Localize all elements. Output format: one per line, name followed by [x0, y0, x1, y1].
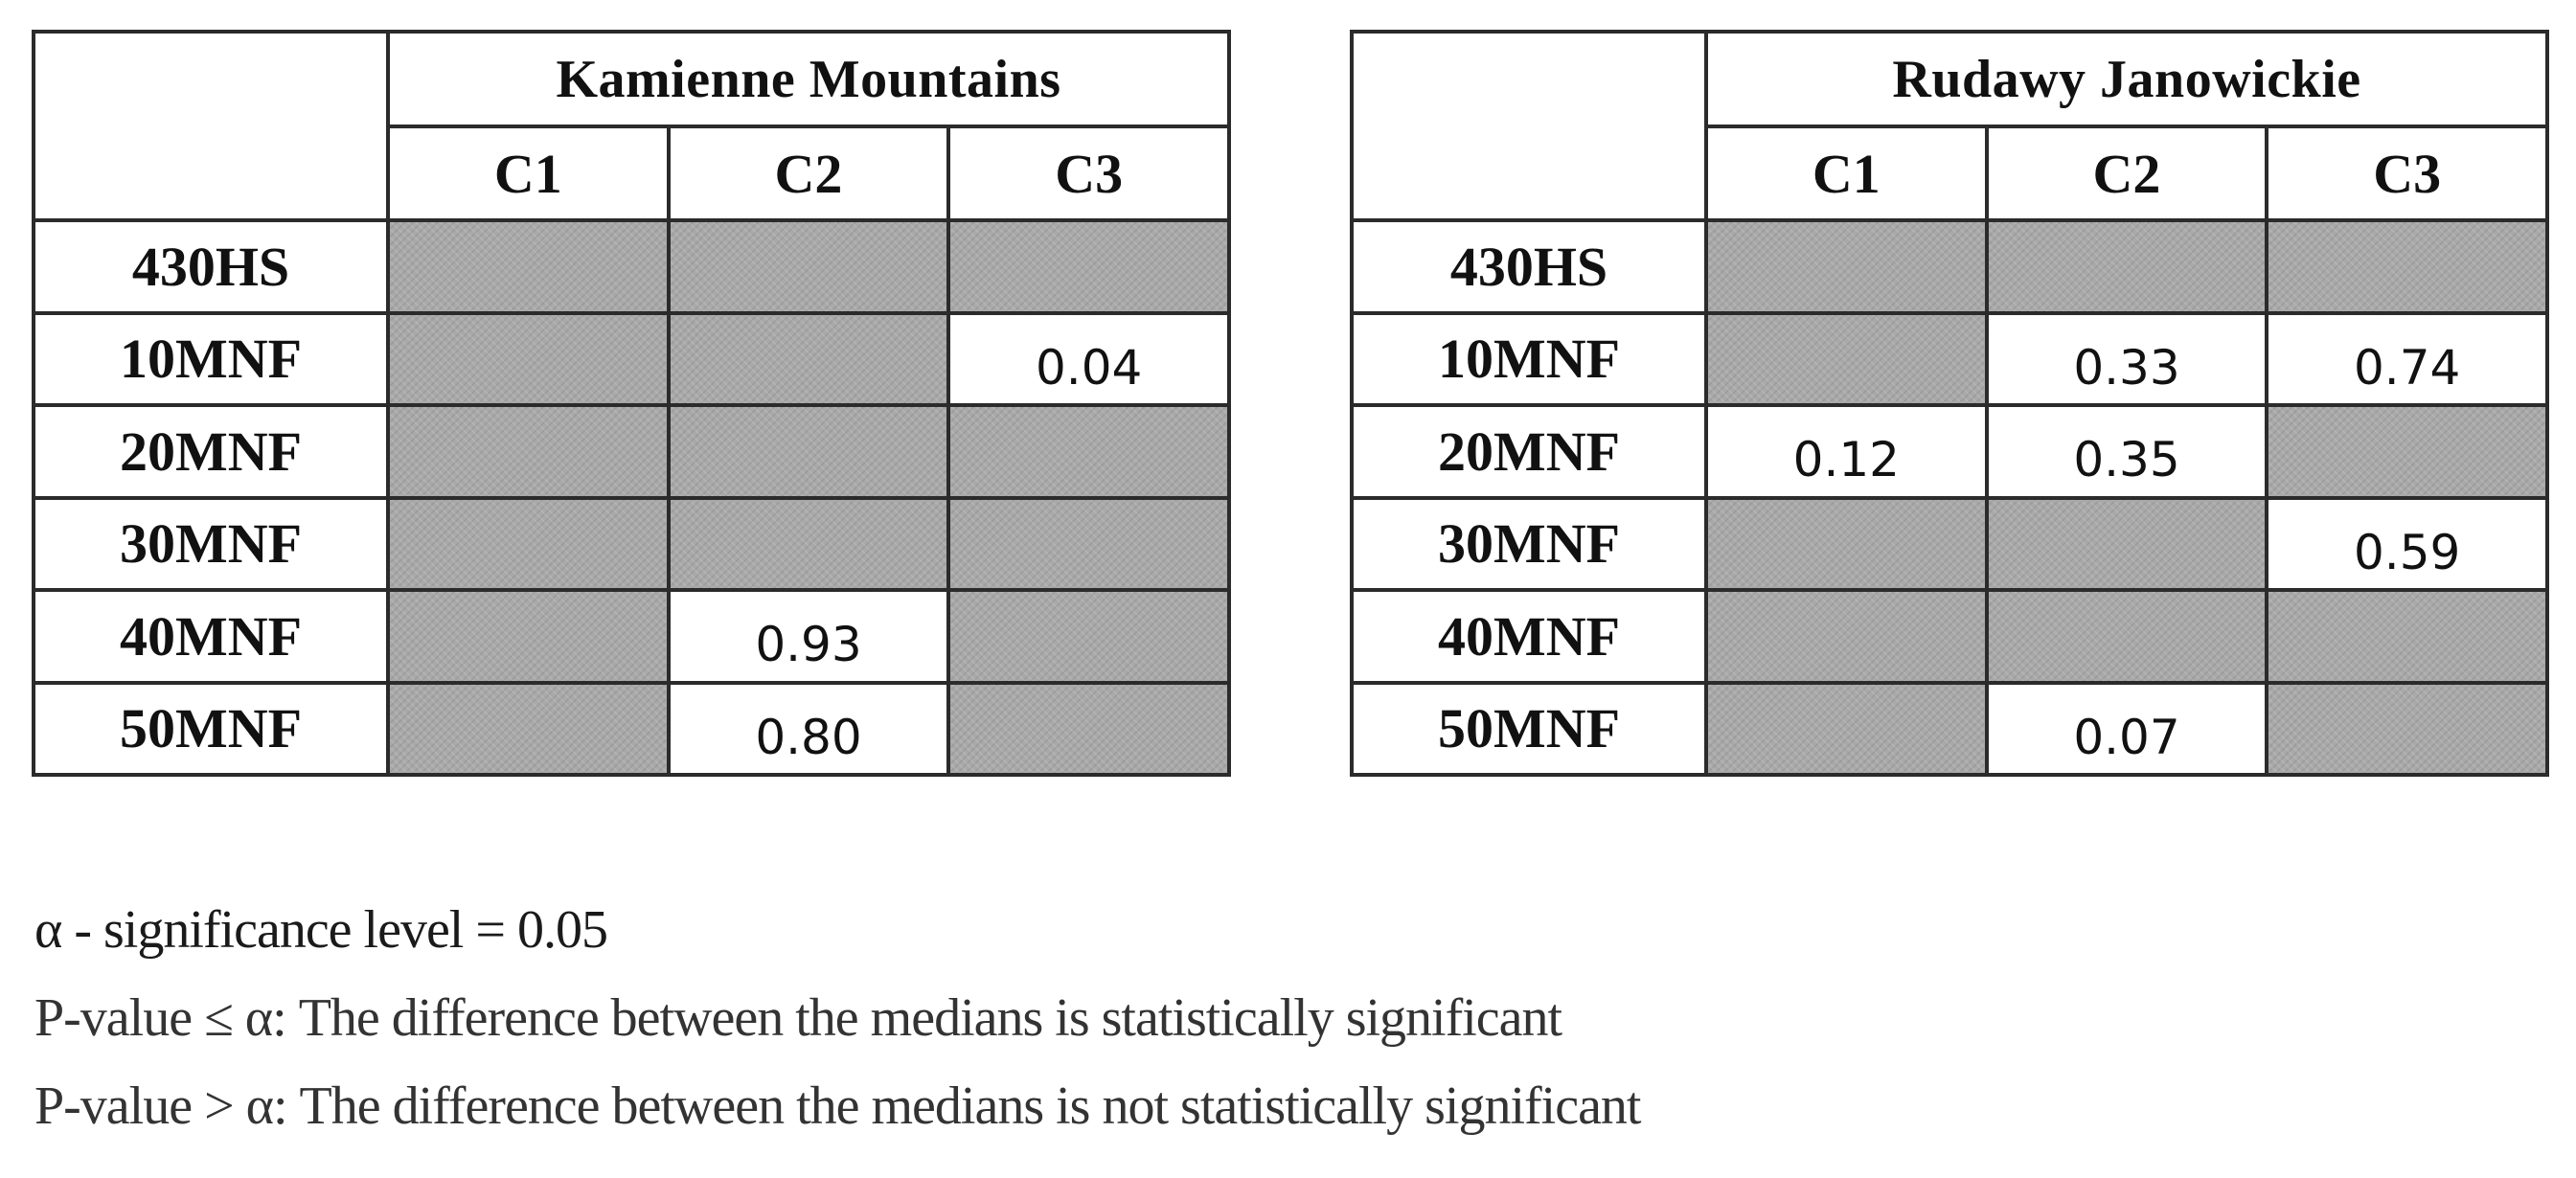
shaded-cell: [388, 498, 669, 591]
shaded-cell: [1706, 590, 1987, 683]
shaded-cell: [669, 405, 949, 498]
column-header-c2: C2: [1987, 126, 2268, 220]
table-row: [1352, 590, 2547, 683]
p-value-cell: 0.12: [1706, 405, 1987, 498]
shaded-cell: [1706, 498, 1987, 591]
table-row: [1352, 683, 2547, 776]
table-row: [1352, 498, 2547, 591]
significant-note: P-value ≤ α: The difference between the medians is statistically significant: [34, 988, 1562, 1048]
rudawy-janowickie-table: [1350, 30, 2549, 777]
p-value-cell: 0.74: [2267, 313, 2547, 406]
row-header-430hs: 430HS: [1352, 220, 1706, 313]
table-row: [34, 498, 1229, 591]
shaded-cell: [948, 220, 1229, 313]
shaded-cell: [1706, 683, 1987, 776]
region-title: Rudawy Janowickie: [1706, 32, 2547, 126]
shaded-cell: [2267, 405, 2547, 498]
column-header-c3: C3: [2267, 126, 2547, 220]
row-header-20mnf: 20MNF: [34, 405, 388, 498]
row-header-40mnf: 40MNF: [1352, 590, 1706, 683]
p-value-cell: 0.35: [1987, 405, 2268, 498]
shaded-cell: [1706, 220, 1987, 313]
table-row: [1352, 220, 2547, 313]
shaded-cell: [1987, 590, 2268, 683]
p-value-cell: 0.80: [669, 683, 949, 776]
p-value-cell: 0.07: [1987, 683, 2268, 776]
table-row: [34, 590, 1229, 683]
p-value-cell: 0.33: [1987, 313, 2268, 406]
shaded-cell: [948, 498, 1229, 591]
table-row: [34, 313, 1229, 406]
row-header-10mnf: 10MNF: [34, 313, 388, 406]
region-title: Kamienne Mountains: [388, 32, 1229, 126]
shaded-cell: [1987, 220, 2268, 313]
corner-cell: [34, 32, 388, 220]
shaded-cell: [948, 683, 1229, 776]
row-header-20mnf: 20MNF: [1352, 405, 1706, 498]
corner-cell: [1352, 32, 1706, 220]
p-value-cell: 0.59: [2267, 498, 2547, 591]
shaded-cell: [669, 313, 949, 406]
table-row: [1352, 313, 2547, 406]
shaded-cell: [388, 683, 669, 776]
shaded-cell: [948, 590, 1229, 683]
row-header-10mnf: 10MNF: [1352, 313, 1706, 406]
shaded-cell: [2267, 683, 2547, 776]
row-header-30mnf: 30MNF: [1352, 498, 1706, 591]
shaded-cell: [1706, 313, 1987, 406]
kamienne-mountains-table: [32, 30, 1231, 777]
table-row: [34, 220, 1229, 313]
column-header-c2: C2: [669, 126, 949, 220]
significance-level-note: α - significance level = 0.05: [34, 900, 607, 960]
row-header-50mnf: 50MNF: [34, 683, 388, 776]
column-header-c3: C3: [948, 126, 1229, 220]
table-row: [1352, 405, 2547, 498]
shaded-cell: [2267, 590, 2547, 683]
row-header-40mnf: 40MNF: [34, 590, 388, 683]
column-header-c1: C1: [1706, 126, 1987, 220]
shaded-cell: [388, 405, 669, 498]
p-value-cell: 0.93: [669, 590, 949, 683]
table-row: [34, 683, 1229, 776]
column-header-c1: C1: [388, 126, 669, 220]
shaded-cell: [948, 405, 1229, 498]
shaded-cell: [388, 313, 669, 406]
row-header-50mnf: 50MNF: [1352, 683, 1706, 776]
shaded-cell: [669, 498, 949, 591]
row-header-430hs: 430HS: [34, 220, 388, 313]
shaded-cell: [669, 220, 949, 313]
row-header-30mnf: 30MNF: [34, 498, 388, 591]
shaded-cell: [2267, 220, 2547, 313]
not-significant-note: P-value > α: The difference between the medians is not statistically significant: [34, 1076, 1641, 1136]
shaded-cell: [388, 590, 669, 683]
p-value-cell: 0.04: [948, 313, 1229, 406]
significance-notes: [34, 886, 2525, 1150]
shaded-cell: [1987, 498, 2268, 591]
table-row: [34, 405, 1229, 498]
shaded-cell: [388, 220, 669, 313]
